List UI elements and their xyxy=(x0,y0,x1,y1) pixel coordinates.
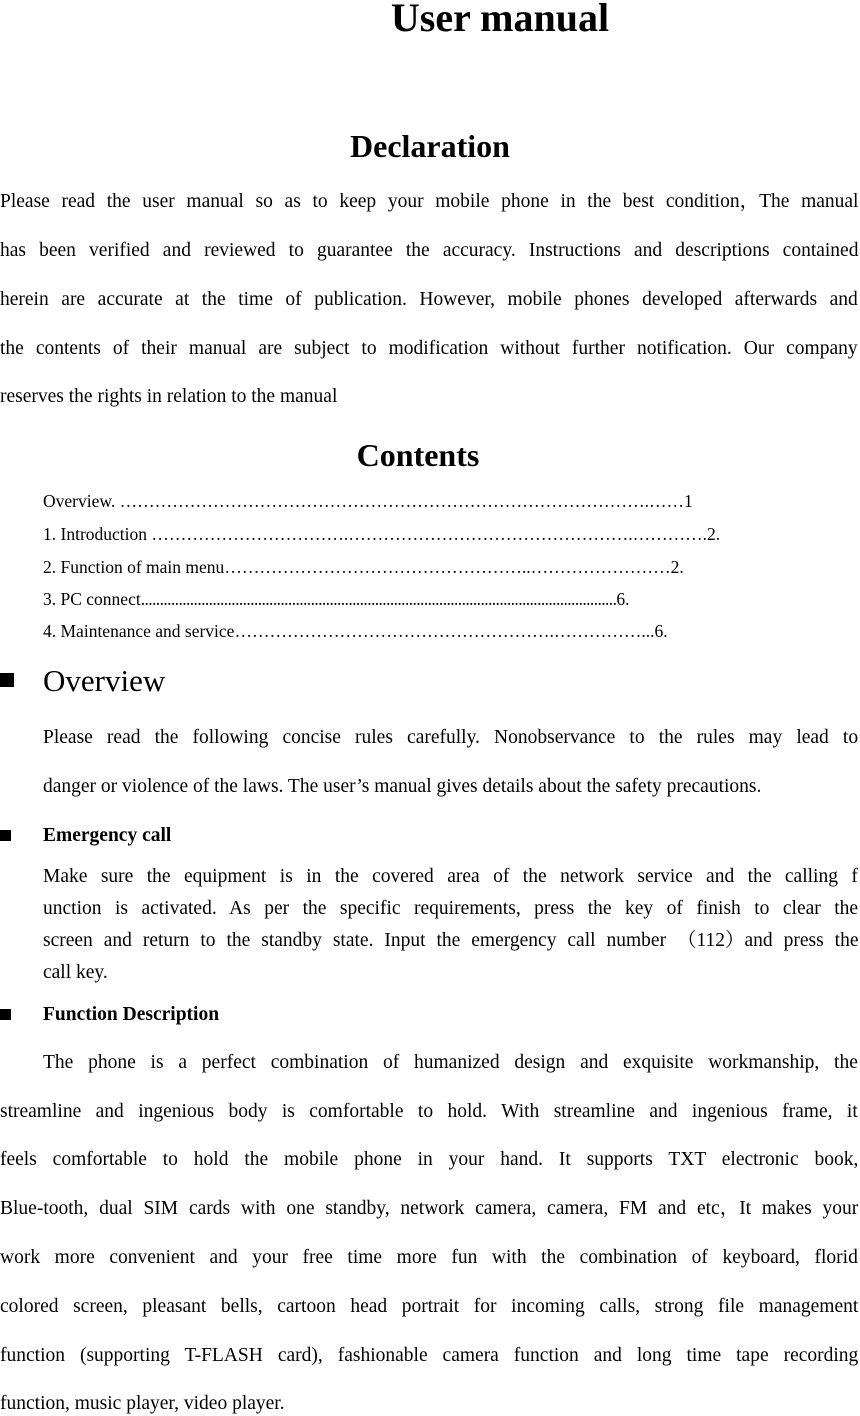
toc-item-main-menu[interactable] xyxy=(43,556,684,578)
function-line: streamline and ingenious body is comfortable to hold. With streamline and ingenious frame, it xyxy=(0,1101,858,1122)
toc-leader: ……………………………………………………………………………….…… xyxy=(119,491,684,511)
toc-item-overview[interactable] xyxy=(43,490,693,512)
toc-page: 6. xyxy=(616,589,630,609)
toc-leader: …………………………….………………………………………….…………. xyxy=(151,524,708,544)
toc-page: 2. xyxy=(670,557,684,577)
emergency-heading: Emergency call xyxy=(43,825,172,846)
function-line: function (supporting T-FLASH card), fashionable camera function and long time tape recording xyxy=(0,1345,859,1366)
contents-heading: Contents xyxy=(356,437,480,473)
function-line: Blue-tooth, dual SIM cards with one standby, network camera, camera, FM and etc，It makes your xyxy=(0,1198,859,1219)
function-line: colored screen, pleasant bells, cartoon head portrait for incoming calls, strong file management xyxy=(0,1296,859,1317)
emergency-line: Make sure the equipment is in the covered area of the network service and the calling f xyxy=(43,866,858,887)
overview-line: danger or violence of the laws. The user’s manual gives details about the safety precautions. xyxy=(43,776,762,797)
emergency-line: unction is activated. As per the specific requirements, press the key of finish to clear the xyxy=(43,898,859,919)
toc-item-introduction[interactable] xyxy=(43,523,720,545)
declaration-heading: Declaration xyxy=(350,128,510,164)
function-heading: Function Description xyxy=(43,1004,220,1025)
toc-label: Overview. xyxy=(43,491,120,511)
toc-item-pc-connect[interactable] xyxy=(43,588,629,610)
toc-label: 2. Function of main menu xyxy=(43,557,225,577)
emergency-line: call key. xyxy=(43,962,108,983)
toc-leader: ……………………………………………..…………………… xyxy=(224,557,671,577)
toc-label: 1. Introduction xyxy=(43,524,152,544)
function-line: feels comfortable to hold the mobile phone in your hand. It supports TXT electronic book, xyxy=(0,1149,859,1170)
toc-item-maintenance[interactable] xyxy=(43,620,668,642)
declaration-line: the contents of their manual are subject to modification without further notification. Our company xyxy=(0,338,858,359)
square-bullet-icon xyxy=(0,830,11,841)
toc-page: 1 xyxy=(684,491,693,511)
overview-line: Please read the following concise rules carefully. Nonobservance to the rules may lead to xyxy=(43,727,859,748)
function-line: work more convenient and your free time more fun with the combination of keyboard, florid xyxy=(0,1247,858,1268)
document-title: User manual xyxy=(390,0,610,40)
toc-page: 2. xyxy=(707,524,721,544)
toc-leader: .............................................................................................................................. xyxy=(140,589,617,609)
function-line: function, music player, video player. xyxy=(0,1393,285,1414)
declaration-line: Please read the user manual so as to keep your mobile phone in the best condition，The manual xyxy=(0,191,859,212)
overview-heading: Overview xyxy=(43,663,166,698)
emergency-line: screen and return to the standby state. Input the emergency call number （112）and press the xyxy=(43,930,859,951)
toc-page: 6. xyxy=(654,621,668,641)
square-bullet-icon xyxy=(0,673,14,687)
toc-label: 3. PC connect xyxy=(43,589,141,609)
toc-leader: ……………………………………………….……………... xyxy=(234,621,655,641)
toc-label: 4. Maintenance and service xyxy=(43,621,235,641)
function-line: The phone is a perfect combination of humanized design and exquisite workmanship, the xyxy=(43,1052,858,1073)
declaration-line: reserves the rights in relation to the manual xyxy=(0,386,338,407)
declaration-line: herein are accurate at the time of publication. However, mobile phones developed afterwards and xyxy=(0,289,858,310)
square-bullet-icon xyxy=(0,1009,11,1020)
declaration-line: has been verified and reviewed to guarantee the accuracy. Instructions and descriptions contained xyxy=(0,240,859,261)
